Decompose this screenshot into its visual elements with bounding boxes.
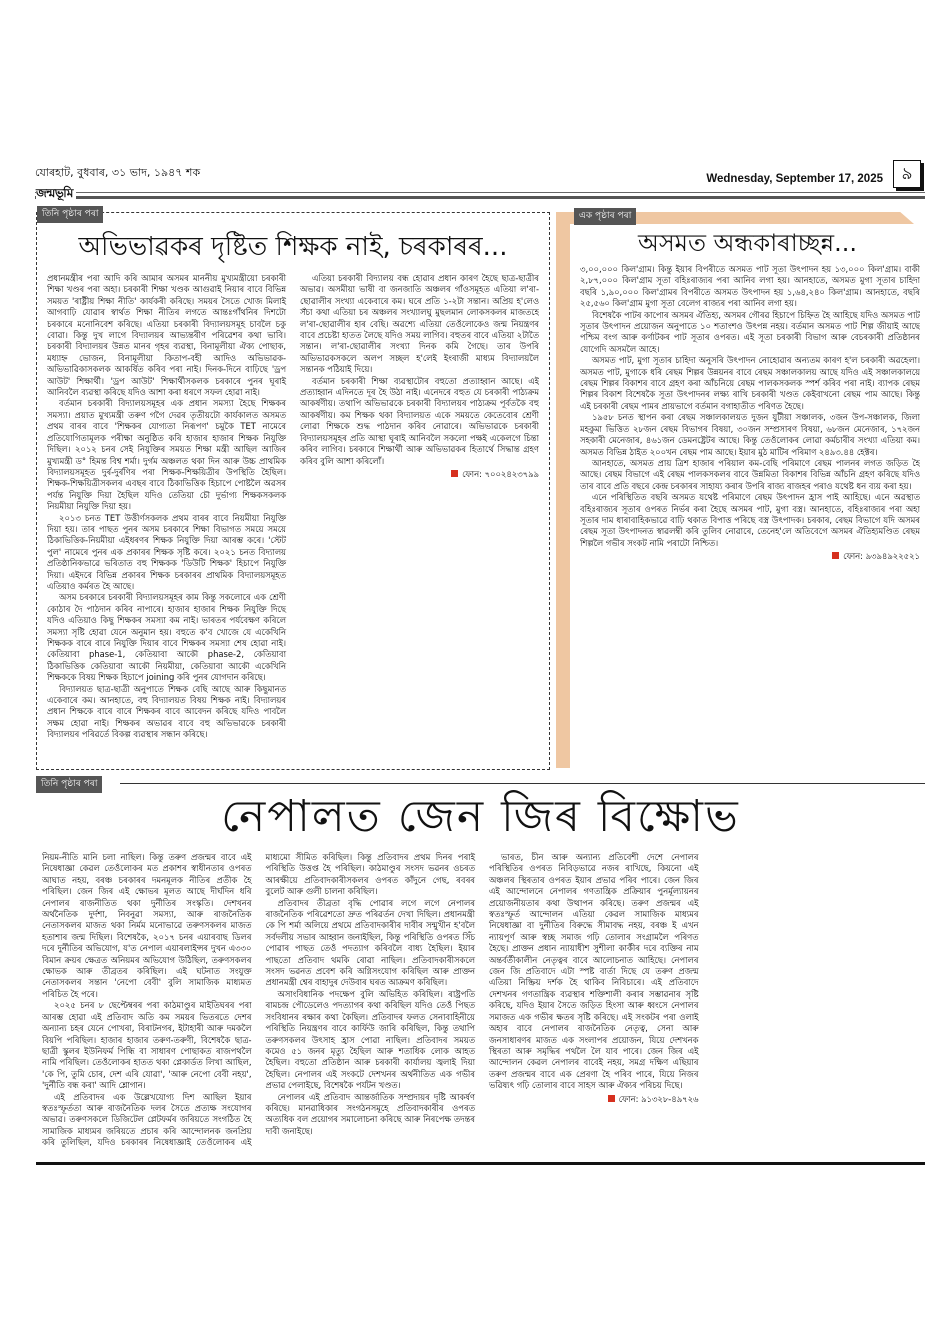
masthead-rule [35, 192, 925, 199]
article-paragraph: ভাৰত, চীন আৰু অন্যান্য প্ৰতিবেশী দেশে নেপালৰ পৰিস্থিতিৰ ওপৰত নিবিড়ভাৱে নজৰ ৰাখিছে, কিয়নো এই অঞ্চলৰ স্থিৰতাৰ ওপৰত ইয়াৰ প্ৰভাৱ পৰিব পাৰে। জেন জিৰ এই আন্দোলনে নেপালৰ গণতান্ত্ৰিক প্ৰক্ৰিয়াৰ পুনৰ্মূল্যায়নৰ প্ৰয়োজনীয়তাৰ কথা উত্থাপন কৰিছে। তৰুণ প্ৰজন্মৰ এই স্বতঃস্ফূৰ্ত আন্দোলন এতিয়া কেৱল সামাজিক মাধ্যমৰ নিষেধাজ্ঞা বা দুৰ্নীতিৰ বিৰুদ্ধে সীমাবদ্ধ নহয়, বৰঞ্চ ই এখন ন্যায়পূৰ্ণ আৰু স্বচ্ছ সমাজ গঢ়ি তোলাৰ সংগ্ৰামলৈ পৰিণত হৈছে। প্ৰাক্তন প্ৰধান ন্যায়াধীশ সুশীলা কাৰ্কীৰ দৰে ব্যক্তিৰ নাম অন্তৰ্বৰ্তীকালীন নেতৃত্বৰ বাবে আলোচনাত আহিছে। নেপালৰ জেন জি প্ৰতিবাদে এটা স্পষ্ট বাৰ্তা দিছে যে তৰুণ প্ৰজন্ম এতিয়া নিষ্ক্ৰিয় দৰ্শক হৈ থাকিব নিবিচাৰে। এই প্ৰতিবাদে দেশখনৰ গণতান্ত্ৰিক ব্যৱস্থাৰ শক্তিশালী কৰাৰ সম্ভাৱনাৰ সৃষ্টি কৰিছে, যদিও ইয়াৰ সৈতে জড়িত হিংসা আৰু ধ্বংসে নেপালৰ সমাজত এক গভীৰ ক্ষতৰ সৃষ্টি কৰিছে। এই সংকটৰ পৰা ওলাই অহাৰ বাবে নেপালৰ ৰাজনৈতিক নেতৃত্ব, সেনা আৰু জনসাধাৰণৰ মাজত এক সংলাপৰ প্ৰয়োজন, যিয়ে দেশখনক স্থিৰতা আৰু সমৃদ্ধিৰ পথলৈ লৈ যাব পাৰে। জেন জিৰ এই আন্দোলন কেৱল নেপালৰ বাবেই নহয়, সমগ্ৰ দক্ষিণ এছিয়াৰ তৰুণ প্ৰজন্মৰ বাবে এক প্ৰেৰণা হৈ পৰিব পাৰে, যিয়ে নিজৰ ভৱিষ্যৎ গঢ়ি তোলাৰ বাবে সাহস আৰু ঐক্যৰ পৰিচয় দিছে। [489, 852, 699, 1091]
article-paragraph: প্ৰতিবাদৰ তীব্ৰতা বৃদ্ধি পোৱাৰ লগে লগে নেপালৰ ৰাজনৈতিক পৰিৱেশতো দ্ৰুত পৰিৱৰ্তন দেখা দিছিল। প্ৰধানমন্ত্ৰী কে পি শৰ্মা অলিয়ে প্ৰথমে প্ৰতিবাদকাৰীৰ দাবীৰ সন্মুখীন হ'বলৈ সৰ্বদলীয় সভাৰ আহ্বান জনাইছিল, কিন্তু পৰিস্থিতি ওপৰত সিঁচ পোৱাৰ পাছত তেওঁ পদত্যাগ কৰিবলৈ বাধ্য হৈছিল। ইয়াৰ পাছতো প্ৰতিবাদ থমকি ৰোৱা নাছিল। প্ৰতিবাদকাৰীসকলে সংসদ ভৱনত প্ৰবেশ কৰি অগ্নিসংযোগ কৰিছিল আৰু প্ৰাক্তন প্ৰধানমন্ত্ৰী শ্বেৰ বাহাদুৰ দেউবাৰ ঘৰত আক্ৰমণ কৰিছিল। [265, 897, 475, 988]
article-body [42, 852, 922, 1158]
page-number: ৯ [893, 160, 921, 188]
dateline: যোৰহাট, বুধবাৰ, ৩১ ভাদ, ১৯৪৭ শক [35, 166, 201, 179]
author-phone [489, 1094, 699, 1105]
article-paragraph: ২০২৫ চনৰ ৮ ছেপ্টেম্বৰৰ পৰা কাঠমাণ্ডুৰ মাইতিঘৰৰ পৰা আৰম্ভ হোৱা এই প্ৰতিবাদ অতি কম সময়ৰ ভিতৰতে দেশৰ অন্যান্য চহৰ যেনে পোখৰা, বিৰাটনগৰ, ইটাহাৰী আৰু দমকলৈ বিয়পি পৰিছিল। হাজাৰ হাজাৰ তৰুণ-তৰুণী, বিশেষকৈ ছাত্ৰ-ছাত্ৰী স্কুলৰ ইউনিফৰ্ম পিন্ধি বা সাধাৰণ পোছাকত ৰাজপথলৈ নামি পৰিছিল। তেওঁলোকৰ হাতত থকা প্লেকাৰ্ডত লিখা আছিল, 'কে পি, তুমি চোৰ, দেশ এৰি যোৱা', 'আৰু নেপো বেবী নহয়', 'দুৰ্নীতি বন্ধ কৰা' আদি শ্লোগান। [42, 1000, 252, 1091]
article-paragraph: আনহাতে, অসমত প্ৰায় ত্ৰিশ হাজাৰ পৰিয়াল কম-বেছি পৰিমাণে ৰেছম পালনৰ লগত জড়িত হৈ আছে। ৰেছম বিভাগে এই ৰেছম পালকসকলৰ বাবে উন্নমিতা বিকাশৰ বিভিন্ন আঁচনি গ্ৰহণ কৰিছে যদিও তাৰ বাবে প্ৰতি বছৰে কেন্দ্ৰ চৰকাৰৰ সাহায্য কৰাৰ উপৰি ৰাজ্য ৰাজহৰ পৰাও যথেষ্ট ধন ব্যয় কৰা হয়। [580, 457, 920, 491]
article-paragraph: এনে পৰিস্থিতিত বছৰি অসমত যথেষ্ট পৰিমাণে ৰেছম উৎপাদন হ্ৰাস পাই আহিছে। এনে অৱস্থাত বহিঃৰাজ্যৰ সূতাৰ ওপৰত নিৰ্ভৰ কৰা হৈছে অসমৰ পাট, মুগা বস্ত্ৰ। আনহাতে, বহিঃৰাজ্যৰ পৰা অহা সূতাৰ দাম ধাৰাবাহিকভাৱে বাঢ়ি থকাত বিপাত্ত পৰিছে বস্ত্ৰ উৎপাদক। চৰকাৰ, ৰেছম বিভাগে যদি অসমৰ ৰেছম সূতা উৎপাদনত স্বাৱলম্বী কৰি তুলিব নোৱাৰে, তেনেহ'লে অতিবেগে অসমৰ ঐতিহ্যমণ্ডিত ৰেছম শিল্পলৈ গভীৰ সংকট নামি পৰাটো নিশ্চিত। [580, 492, 920, 548]
article-headline: নেপালত জেন জিৰ বিক্ষোভ [221, 791, 740, 842]
continued-tag: তিনি পৃষ্ঠাৰ পৰা [37, 206, 103, 223]
article-paragraph: বৰ্তমান চৰকাৰী বিদ্যালয়সমূহৰ এক প্ৰধান সমস্যা হৈছে শিক্ষকৰ সমস্যা। প্ৰয়াত মুখ্যমন্ত্ৰী তৰুণ গগৈ দেৱৰ তৃতীয়টো কাৰ্যকালত অসমত প্ৰথম বাৰৰ বাবে 'শিক্ষকৰ যোগ্যতা নিৰূপণ' চমুকৈ TET নামেৰে প্ৰতিযোগিতামূলক পৰীক্ষা অনুষ্ঠিত কৰি হাজাৰ হাজাৰ শিক্ষক নিযুক্তি দিছিল। ২০১২ চনৰ সেই নিযুক্তিৰ সময়ত শিক্ষা মন্ত্ৰী আছিল আজিৰ মুখ্যমন্ত্ৰী ড° হিমন্ত বিশ্ব শৰ্মা। দুৰ্গম অঞ্চলত থকা দিন আৰু উচ্চ প্ৰাথমিক বিদ্যালয়সমূহত দুৰ্ৰ-দুৰ্ৰণিৰ পৰা শিক্ষক-শিক্ষয়িত্ৰীৰ উপস্থিতি হৈছিল। শিক্ষক-শিক্ষয়িত্ৰীসকলৰ এবছৰ বাবে ঠিকাভিত্তিক হিচাপে পোষ্টলৈ অৱসৰ পৰ্যন্ত নিযুক্তি দিয়া হৈছিল যদিও তেতিয়া চৌ দুৰ্ভাগ্য শিক্ষকসকলক নিয়মীয়া নিযুক্তি দিয়া হয়। [47, 398, 286, 512]
article-headline: অভিভাৱকৰ দৃষ্টিত শিক্ষক নাই, চৰকাৰৰ... [78, 232, 508, 262]
article-body [580, 264, 920, 762]
bullet-square-icon [608, 1095, 615, 1102]
phone-text: ফোন: ৯১৩২৮-৪৯৭২৬ [618, 1093, 699, 1104]
article-paragraph: নেপালৰ এই প্ৰতিবাদ আন্তৰ্জাতিক সম্প্ৰদায়ৰ দৃষ্টি আকৰ্ষণ কৰিছে। মানৱাধিকাৰ সংগঠনসমূহে প্ৰতিবাদকাৰীৰ ওপৰত অত্যধিক বল প্ৰয়োগৰ সমালোচনা কৰিছে আৰু নিৰপেক্ষ তদন্তৰ দাবী জনাইছে। [265, 1091, 475, 1136]
article-headline: অসমত অন্ধকাৰাচ্ছন্ন... [638, 229, 857, 257]
phone-text: ফোন: ৯৩৯৪৯২২৫২১ [843, 551, 920, 562]
article-paragraph: বৰ্তমান চৰকাৰী শিক্ষা ব্যৱস্থাটোৰ বহুতো প্ৰত্যাহ্বান আছে। এই প্ৰত্যাহ্বান এদিনতে দূৰ হৈ উঠা নাই। এনেদৰে বহুত যে চৰকাৰী পাঠ্যক্ৰম আকৰ্ষণীয়। তথাপি অভিভাৱকে চৰকাৰী বিদ্যালয়ৰ পাঠ্যক্ৰম পূৰ্বতকৈ বহু আকৰ্ষণীয়। কম শিক্ষক থকা বিদ্যালয়ত একে সময়তে কেতেবোৰ শ্ৰেণী লোৱা শিক্ষকে শুদ্ধ পাঠদান কৰিব নোৱাৰে। অভিভাৱকে চৰকাৰী বিদ্যালয়সমূহৰ প্ৰতি আস্থা ঘূৰাই আনিবলৈ সকলো পক্ষই একেলগে চিন্তা কৰিব লাগিব। চৰকাৰে শিক্ষাৰ্থী আৰু অভিভাৱকৰ হিতাৰ্থে সিদ্ধান্ত গ্ৰহণ কৰিব বুলি আশা কৰিলোঁ। [300, 375, 539, 466]
bullet-square-icon [451, 470, 458, 477]
english-date: Wednesday, September 17, 2025 [706, 173, 883, 185]
section-rule [120, 783, 925, 784]
author-phone [300, 469, 539, 480]
page-bottom-rule [36, 1162, 925, 1165]
article-paragraph: ২০১৩ চনত TET উত্তীৰ্ণসকলক প্ৰথম বাৰৰ বাবে নিয়মীয়া নিযুক্তি দিয়া হয়। তাৰ পাছত পুনৰ অসম চৰকাৰে শিক্ষা বিভাগত সময়ে সময়ে ঠিকাভিত্তিক-নিয়মীয়া এইধৰণৰ শিক্ষক নিযুক্তি দিয়া আৰম্ভ কৰে। 'স্টেট পুল' নামেৰে পুনৰ এক প্ৰকাৰৰ শিক্ষক সৃষ্টি কৰে। ২০২১ চনত বিদ্যালয় প্ৰতিষ্ঠানিকভাৱে ভৰিতাত বহু শিক্ষকক 'ডিউটি শিক্ষক' হিচাপে নিযুক্তি দিয়া। এইদৰে বিভিন্ন প্ৰকাৰৰ শিক্ষক চৰকাৰৰ প্ৰাথমিক বিদ্যালয়সমূহত এতিয়াও কৰ্মৰত হৈ আছে। [47, 512, 286, 591]
newspaper-logo: জন্মভূমি [36, 186, 76, 201]
decorative-strip [556, 212, 570, 768]
article-paragraph: বিদ্যালয়ত ছাত্ৰ-ছাত্ৰী অনুপাতে শিক্ষক বেছি আছে আৰু কিছুমানত একেবাৰে কম। আনহাতে, বহু বিদ্যালয়ত বিষয় শিক্ষক নাই। বিদ্যালয়ৰ প্ৰধান শিক্ষকে বাৰে বাৰে শিক্ষকৰ বাবে আবেদন কৰিছে যদিও পাবলৈ সক্ষম হোৱা নাই। শিক্ষকৰ অভাৱৰ বাবে বহু অভিভাৱকে চৰকাৰী বিদ্যালয়ৰ পৰিৱৰ্তে বিকল্প ব্যৱস্থাৰ সন্ধান কৰিছে। [47, 683, 286, 740]
article-teachers [36, 209, 550, 770]
article-paragraph: অসম চৰকাৰে চৰকাৰী বিদ্যালয়সমূহৰ কাম কিন্তু সকলোৰে এক শ্ৰেণী কোঠাৰ দৈ পাঠদান কৰিব নাপাৰে। হাজাৰ হাজাৰ শিক্ষক নিযুক্তি দিছে যদিও এতিয়াও কিছু শিক্ষকৰ সমস্যা কম নাই। ভাৰতৰ পৰ্যবেক্ষণ কৰিলে সমস্যা সৃষ্টি হোৱা যেনে অনুমান হয়। বহুতে ক'ব খোজে যে একেখিনি শিক্ষকক বাৰে বাৰে নিযুক্তি দিয়াৰ বাবে শিক্ষকৰ সমস্যা শেষ হোৱা নাই। কেতিয়াবা phase-1, কেতিয়াবা আকৌ phase-2, কেতিয়াবা ঠিকাভিত্তিক কেতিয়াবা আকৌ নিয়মীয়া, কেতিয়াবা আকৌ একেখিনি শিক্ষককে বিষয় শিক্ষক হিচাপে joining কৰি পুনৰ যোগদান কৰিছে। [47, 592, 286, 683]
article-paragraph: বিশেষকৈ পাটৰ কাপোৰ অসমৰ ঐতিহ্য, অসমৰ গৌৰৱ হিচাপে চিহ্নিত হৈ আহিছে যদিও অসমত পাট সূতাৰ উৎপাদন প্ৰয়োজন অনুপাতে ১০ শতাংশও উৎপন্ন নহয়। বৰ্তমান অসমত পাট শিল্প জীয়াই আছে পশ্চিম বংগ আৰু কৰ্ণাটকৰ পাট সূতাৰ ওপৰত। এই সূতা চৰকাৰী বিভাগ আৰু বেচৰকাৰী প্ৰতিষ্ঠানৰ যোগেদি অসমলৈ আহে। [580, 309, 920, 354]
article-paragraph: ১৯৫৮ চনত স্থাপন কৰা ৰেছম সঞ্চালকালয়ত দুজন যুটীয়া সঞ্চালক, ৩জন উপ-সঞ্চালক, জিলা মহকুমা ভিত্তিত ২৮জন ৰেছম বিভাগৰ বিষয়া, ৩০জন সম্প্ৰসাৰণ বিষয়া, ৬৮জন মেনেজাৰ, ১৭২জন সহকাৰী মেনেজাৰ, ৪৬১জন ডেমনষ্ট্ৰেটৰ আছে। কিন্তু তেওঁলোকৰ লোৱা কৰ্মচাৰীৰ সংখ্যা এতিয়া কম। অসমত বিভিন্ন ঠাইত ২০০খন ৰেছম পাম আছে। ইয়াৰ মুঠ মাটিৰ পৰিমাণ ২৪৯৩.৪৪ হেক্টৰ। [580, 412, 920, 457]
article-paragraph: ৩,০০,০০০ কিল'গ্ৰাম। কিন্তু ইয়াৰ বিপৰীতে অসমত পাট সূতা উৎপাদন হয় ১৩,০০০ কিল'গ্ৰাম। বাকী ২,৮৭,০০০ কিল'গ্ৰাম সূতা বহিঃৰাজ্যৰ পৰা আনিব লগা হয়। আনহাতে, অসমত মুগা সূতাৰ চাহিদা বছৰি ১,৯০,০০০ কিল'গ্ৰামৰ বিপৰীতে অসমত উৎপাদন হয় ১,৬৪,২৪০ কিল'গ্ৰাম। আনহাতে, বছৰি ২৫,৫৬০ কিল'গ্ৰাম মুগা সূতা বেলেগ ৰাজ্যৰ পৰা আনিব লগা হয়। [580, 264, 920, 309]
bullet-square-icon [832, 552, 839, 559]
article-paragraph: প্ৰধানমন্ত্ৰীৰ পৰা আদি কৰি আমাৰ অসমৰ মাননীয় মুখ্যমন্ত্ৰীয়ো চৰকাৰী শিক্ষা খণ্ডৰ পৰা অহা। চৰকাৰী শিক্ষা খণ্ডক আগুৱাই নিয়াৰ বাবে বিভিন্ন সময়ত 'ৰাষ্ট্ৰীয় শিক্ষা নীতি' কাৰ্যকৰী কৰিছে। সময়ৰ সৈতে খোজ মিলাই আগবাঢ়ি যোৱাৰ স্বাৰ্থত শিক্ষা নীতিৰ লগতে আন্তঃগাঁথনিৰ দিশটো চৰকাৰে মনোনিবেশ কৰিছে। এতিয়া চৰকাৰী বিদ্যালয়সমূহ চাবলৈ চকু বোৱা। কিন্তু দুখ লাগে বিদ্যালয়ৰ আভ্যন্তৰীণ পৰিৱেশৰ কথা ভাবি। চৰকাৰী বিদ্যালয়ৰ উন্নত মানৰ গৃহৰ ব্যৱস্থা, বিনামূলীয়া ঐক্য পোছাক, মধ্যাহ্ন ভোজন, বিনামূলীয়া কিতাপ-বহী আদিও অভিভাৱক-অভিভাৱিকাসকলক আকৰ্ষিত কৰিব পৰা নাই। দিনক-দিনে বাঢ়িছে 'ড্ৰপ আউট' শিক্ষাৰ্থী। 'ড্ৰপ আউট' শিক্ষাৰ্থীসকলক চৰকাৰে পুনৰ ঘূৰাই আনিবলৈ ব্যৱস্থা কৰিছে যদিও আশা কৰা ধৰণে সফল হোৱা নাই। [47, 273, 286, 398]
continued-tag: তিনি পৃষ্ঠাৰ পৰা [36, 776, 102, 793]
continued-tag: এক পৃষ্ঠাৰ পৰা [574, 208, 636, 225]
phone-text: ফোন: ৭০০২৪২৩৭৯৯ [462, 468, 539, 479]
author-phone [580, 551, 920, 562]
article-paragraph: এই প্ৰতিবাদৰ এক উল্লেখযোগ্য দিশ আছিল ইয়াৰ স্বতঃস্ফূৰ্ততা আৰু ৰাজনৈতিক দলৰ সৈতে প্ৰত্যক্ষ সংযোগৰ অভাৱ। তৰুণসকলে ডিজিটেল প্লেটফৰ্মৰ জৰিয়তে সংগঠিত হৈ সামাজিক মাধ্যমৰ জৰিয়তে প্ৰচাৰ কৰি আন্দোলনক জনপ্ৰিয় কৰি তুলিছিল, যদিও চৰকাৰৰ নিষেধাজ্ঞাই তেওঁলোকৰ এই মাধ্যমো সীমিত কৰিছিল। কিন্তু প্ৰতিবাদৰ প্ৰথম দিনৰ পৰাই পৰিস্থিতি উত্তপ্ত হৈ পৰিছিল। কাঠমাণ্ডুৰ সংসদ ভৱনৰ ওচৰত আৰক্ষীয়ে প্ৰতিবাদকাৰীসকলৰ ওপৰত কাঁদুনে গেছ, ৰবৰৰ বুলেট আৰু গুলী চালনা কৰিছিল। [42, 852, 475, 1148]
article-paragraph: নিয়ম-নীতি মানি চলা নাছিল। কিন্তু তৰুণ প্ৰজন্মৰ বাবে এই নিষেধাজ্ঞা কেৱল তেওঁলোকৰ মত প্ৰকাশৰ স্বাধীনতাৰ ওপৰত আঘাত নহয়, বৰঞ্চ চৰকাৰৰ দমনমূলক নীতিৰ প্ৰতীক হৈ পৰিছিল। জেন জিৰ এই ক্ষোভৰ মূলত আছে দীৰ্ঘদিন ধৰি নেপালৰ ৰাজনীতিত থকা দুৰ্নীতিৰ সংস্কৃতি। দেশখনৰ অৰ্থনৈতিক দুৰ্দশা, নিবনুৱা সমস্যা, আৰু ৰাজনৈতিক নেতাসকলৰ মাজত থকা নিৰ্মম মনোভাৱে তৰুণসকলৰ মাজত হতাশাৰ জন্ম দিছিল। বিশেষকৈ, ২০১৭ চনৰ এয়াৰবাছ ডিলৰ দৰে দুৰ্নীতিৰ অভিযোগ, য'ত নেপাল এয়াৰলাইন্সৰ দুখন এ৩৩০ বিমান ক্ৰয়ৰ ক্ষেত্ৰত অনিয়মৰ অভিযোগ উঠিছিল, তৰুণসকলৰ ক্ষোভক আৰু তীব্ৰতৰ কৰিছিল। এই ঘটনাত সংযুক্ত নেতাসকলৰ সন্তান 'নেপো বেবী' বুলি সামাজিক মাধ্যমত পৰিচিত হৈ পৰে। [42, 852, 252, 999]
article-body [47, 273, 539, 759]
article-paragraph: এতিয়া চৰকাৰী বিদ্যালয় বন্ধ হোৱাৰ প্ৰধান কাৰণ হৈছে ছাত্ৰ-ছাত্ৰীৰ অভাৱ। অসমীয়া ভাষী বা জনজাতি অঞ্চলৰ গাঁওসমূহত এতিয়া ল'ৰা-ছোৱালীৰ সংখ্যা একেবাৰে কম। ঘৰে প্ৰতি ১-২টা সন্তান। অপ্ৰিয় হ'লেও সঁচা কথা এতিয়া চৰ অঞ্চলৰ সংখ্যালঘু মুছলমান লোকসকলৰ মাজতহে ল'ৰা-ছোৱালীৰ হাৰ বেছি। অৱশ্যে এতিয়া তেওঁলোকেও জন্ম নিয়ন্ত্ৰণৰ বাবে প্ৰচেষ্টা হাতত লৈছে যদিও সময় লাগিব। বহুতৰ বাবে এতিয়া ২টাতৈ সন্তান। ল'ৰা-ছোৱালীৰ সংখ্যা দিনক কমি গৈছে। তাৰ উপৰি অভিভাৱকসকলে অলপ সচ্ছল হ'লেই ইংৰাজী মাধ্যম বিদ্যালয়লৈ সন্তানক পঠিয়াই দিয়ে। [300, 273, 539, 375]
article-paragraph: অসাংবিধানিক পদক্ষেপ বুলি অভিহিত কৰিছিল। ৰাষ্ট্ৰপতি ৰামচন্দ্ৰ পৌডেলেও পদত্যাগৰ কথা কৰিছিল যদিও তেওঁ পিছত সংবিধানৰ ৰক্ষাৰ কথা কৈছিল। প্ৰতিবাদৰ ফলত সেনাবাহিনীয়ে পৰিস্থিতি নিয়ন্ত্ৰণৰ বাবে কাৰ্ফিউ জাৰি কৰিছিল, কিন্তু তথাপি তৰুণসকলৰ উৎসাহ হ্ৰাস পোৱা নাছিল। প্ৰতিবাদৰ সময়ত কমেও ৫১ জনৰ মৃত্যু হৈছিল আৰু শতাধিক লোক আহত হৈছিল। বহুতো প্ৰতিষ্ঠান আৰু চৰকাৰী কাৰ্যালয় জ্বলাই দিয়া হৈছিল। নেপালৰ এই সংকটে দেশখনৰ অৰ্থনীতিত এক গভীৰ প্ৰভাৱ পেলাইছে, বিশেষকৈ পৰ্যটন খণ্ডত। [265, 988, 475, 1091]
article-paragraph: অসমত পাট, মুগা সূতাৰ চাহিদা অনুসৰি উৎপাদন নোহোৱাৰ অন্যতম কাৰণ হ'ল চৰকাৰী অৱহেলা। অসমত পাট, মুগাকে ধৰি ৰেছম শিল্পৰ উন্নয়নৰ বাবে ৰেছম সঞ্চালকালয় আছে যদিও এই সঞ্চালকালয়ে ৰেছম শিল্পৰ বিকাশৰ বাবে গ্ৰহণ কৰা আঁচনিয়ে ৰেছম পালকসকলক স্পৰ্শ কৰিব পৰা নাই। ব্যাপক ৰেছম শিল্পৰ বিকাশ বিশেষকৈ সূতা উৎপাদনৰ লক্ষ্য ৰাখি চৰকাৰী খণ্ডত কেইবাখনো ৰেছম পাম আছে। কিন্তু এই চৰকাৰী ৰেছম পামৰ প্ৰায়ভাগে বৰ্তমান বগাহাতীত পৰিণত হৈছে। [580, 355, 920, 411]
